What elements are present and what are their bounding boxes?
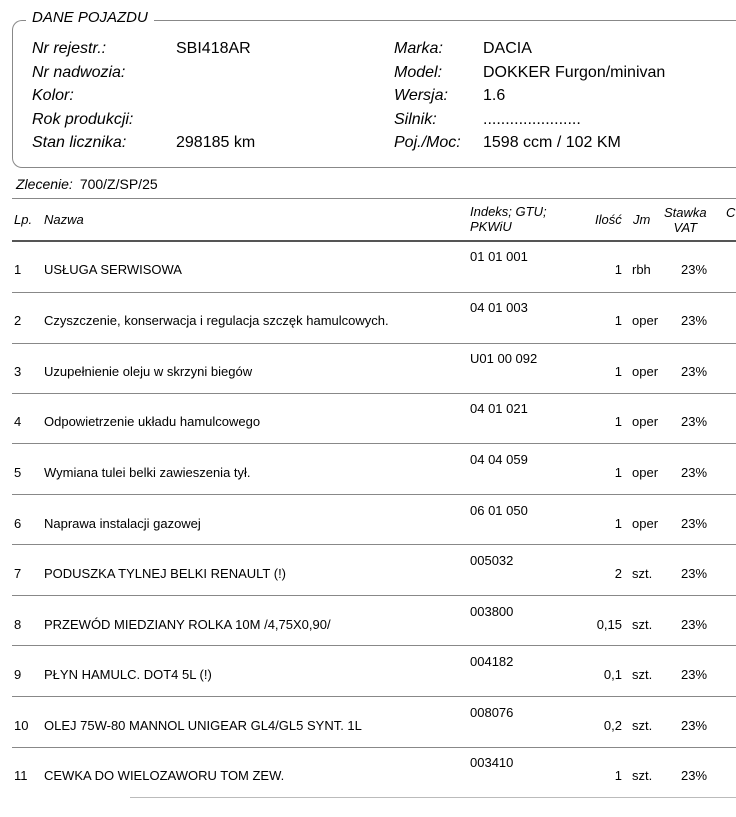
row-vat: 23% bbox=[681, 414, 708, 429]
row-name: Odpowietrzenie układu hamulcowego bbox=[44, 414, 261, 429]
row-unit: oper bbox=[632, 313, 659, 328]
vehicle-section-title: DANE POJAZDU bbox=[26, 8, 154, 28]
row-vat: 23% bbox=[681, 718, 708, 733]
table-row bbox=[0, 394, 736, 444]
header-vat-line1: Stawka bbox=[664, 205, 707, 220]
row-vat: 23% bbox=[681, 667, 708, 682]
row-qty: 1 bbox=[614, 313, 622, 328]
vehicle-row bbox=[32, 134, 732, 158]
row-divider bbox=[12, 443, 736, 444]
row-name: USŁUGA SERWISOWA bbox=[44, 262, 182, 277]
row-qty: 2 bbox=[614, 566, 622, 581]
row-index: 06 01 050 bbox=[470, 503, 528, 518]
row-lp: 4 bbox=[14, 414, 22, 429]
row-vat: 23% bbox=[681, 262, 708, 277]
header-index-line1: Indeks; GTU; bbox=[470, 204, 547, 219]
row-lp: 9 bbox=[14, 667, 22, 682]
vehicle-row bbox=[32, 87, 732, 111]
row-vat: 23% bbox=[681, 313, 708, 328]
header-unit: Jm bbox=[633, 212, 651, 227]
table-top-rule bbox=[12, 198, 736, 199]
row-index: 01 01 001 bbox=[470, 249, 528, 264]
displacement-power-value: 1598 ccm / 102 KM bbox=[483, 134, 621, 151]
row-divider bbox=[12, 494, 736, 495]
table-row bbox=[0, 445, 736, 495]
model-label: Model: bbox=[394, 64, 443, 81]
row-unit: szt. bbox=[632, 566, 653, 581]
row-index: 04 01 003 bbox=[470, 300, 528, 315]
row-lp: 2 bbox=[14, 313, 22, 328]
row-name: Naprawa instalacji gazowej bbox=[44, 516, 201, 531]
displacement-power-label: Poj./Moc: bbox=[394, 134, 461, 151]
row-name: PŁYN HAMULC. DOT4 5L (!) bbox=[44, 667, 212, 682]
row-lp: 11 bbox=[14, 768, 28, 783]
row-name: Wymiana tulei belki zawieszenia tył. bbox=[44, 465, 251, 480]
row-lp: 6 bbox=[14, 516, 22, 531]
row-vat: 23% bbox=[681, 768, 708, 783]
row-divider bbox=[12, 696, 736, 697]
header-cut-column: C bbox=[726, 205, 736, 220]
row-lp: 7 bbox=[14, 566, 22, 581]
row-vat: 23% bbox=[681, 566, 708, 581]
row-lp: 10 bbox=[14, 718, 29, 733]
row-index: 008076 bbox=[470, 705, 514, 720]
row-name: PRZEWÓD MIEDZIANY ROLKA 10M /4,75X0,90/ bbox=[44, 617, 331, 632]
row-unit: szt. bbox=[632, 617, 653, 632]
row-index: 003800 bbox=[470, 604, 514, 619]
table-row bbox=[0, 748, 736, 798]
header-lp: Lp. bbox=[14, 212, 33, 227]
row-qty: 1 bbox=[614, 262, 622, 277]
row-vat: 23% bbox=[681, 364, 708, 379]
table-row bbox=[0, 496, 736, 546]
header-vat bbox=[664, 205, 707, 235]
row-unit: szt. bbox=[632, 667, 653, 682]
row-index: 003410 bbox=[470, 755, 514, 770]
row-unit: oper bbox=[632, 364, 659, 379]
row-unit: szt. bbox=[632, 768, 653, 783]
row-qty: 1 bbox=[614, 516, 622, 531]
row-index: 004182 bbox=[470, 654, 514, 669]
row-vat: 23% bbox=[681, 465, 708, 480]
registration-label: Nr rejestr.: bbox=[32, 40, 107, 57]
row-divider bbox=[12, 544, 736, 545]
make-value: DACIA bbox=[483, 40, 532, 57]
row-lp: 3 bbox=[14, 364, 22, 379]
row-lp: 8 bbox=[14, 617, 22, 632]
header-name: Nazwa bbox=[44, 212, 84, 227]
odometer-label: Stan licznika: bbox=[32, 134, 127, 151]
version-label: Wersja: bbox=[394, 87, 448, 104]
order-number: 700/Z/SP/25 bbox=[79, 176, 158, 192]
engine-label: Silnik: bbox=[394, 111, 437, 128]
version-value: 1.6 bbox=[483, 87, 506, 104]
row-qty: 0,2 bbox=[603, 718, 622, 733]
order-label: Zlecenie: bbox=[16, 176, 73, 192]
row-qty: 1 bbox=[614, 768, 622, 783]
header-vat-line2: VAT bbox=[673, 220, 698, 235]
registration-value: SBI418AR bbox=[176, 40, 251, 57]
row-divider bbox=[12, 595, 736, 596]
vehicle-row bbox=[32, 111, 732, 135]
row-unit: oper bbox=[632, 414, 659, 429]
vin-label: Nr nadwozia: bbox=[32, 64, 126, 81]
header-index bbox=[470, 204, 547, 234]
row-unit: szt. bbox=[632, 718, 653, 733]
header-qty: Ilość bbox=[595, 212, 622, 227]
row-qty: 1 bbox=[614, 364, 622, 379]
row-name: Czyszczenie, konserwacja i regulacja szczęk hamulcowych. bbox=[44, 313, 389, 328]
table-row bbox=[0, 242, 736, 292]
row-name: OLEJ 75W-80 MANNOL UNIGEAR GL4/GL5 SYNT. 1L bbox=[44, 718, 362, 733]
row-unit: oper bbox=[632, 465, 659, 480]
make-label: Marka: bbox=[394, 40, 443, 57]
row-unit: oper bbox=[632, 516, 659, 531]
row-divider bbox=[12, 645, 736, 646]
row-name: PODUSZKA TYLNEJ BELKI RENAULT (!) bbox=[44, 566, 287, 581]
row-qty: 1 bbox=[614, 465, 622, 480]
row-name: Uzupełnienie oleju w skrzyni biegów bbox=[44, 364, 253, 379]
model-value: DOKKER Furgon/minivan bbox=[483, 64, 666, 81]
row-index: U01 00 092 bbox=[470, 351, 538, 366]
row-vat: 23% bbox=[681, 617, 708, 632]
row-lp: 5 bbox=[14, 465, 22, 480]
color-label: Kolor: bbox=[32, 87, 74, 104]
row-lp: 1 bbox=[14, 262, 22, 277]
vehicle-row bbox=[32, 64, 732, 88]
row-index: 04 04 059 bbox=[470, 452, 528, 467]
row-index: 04 01 021 bbox=[470, 401, 528, 416]
odometer-value: 298185 km bbox=[176, 134, 256, 151]
row-qty: 0,15 bbox=[596, 617, 622, 632]
row-name: CEWKA DO WIELOZAWORU TOM ZEW. bbox=[44, 768, 285, 783]
production-year-label: Rok produkcji: bbox=[32, 111, 134, 128]
table-row bbox=[0, 293, 736, 343]
row-vat: 23% bbox=[681, 516, 708, 531]
row-unit: rbh bbox=[632, 262, 651, 277]
table-row bbox=[0, 698, 736, 748]
table-row bbox=[0, 647, 736, 697]
row-qty: 1 bbox=[614, 414, 622, 429]
order-line bbox=[16, 176, 158, 192]
row-index: 005032 bbox=[470, 553, 514, 568]
table-row bbox=[0, 344, 736, 394]
vehicle-row bbox=[32, 40, 732, 64]
header-index-line2: PKWiU bbox=[470, 219, 512, 234]
table-row bbox=[0, 597, 736, 647]
row-qty: 0,1 bbox=[603, 667, 622, 682]
engine-value: ...................... bbox=[483, 111, 581, 128]
table-bottom-rule bbox=[130, 797, 736, 798]
table-row bbox=[0, 546, 736, 596]
